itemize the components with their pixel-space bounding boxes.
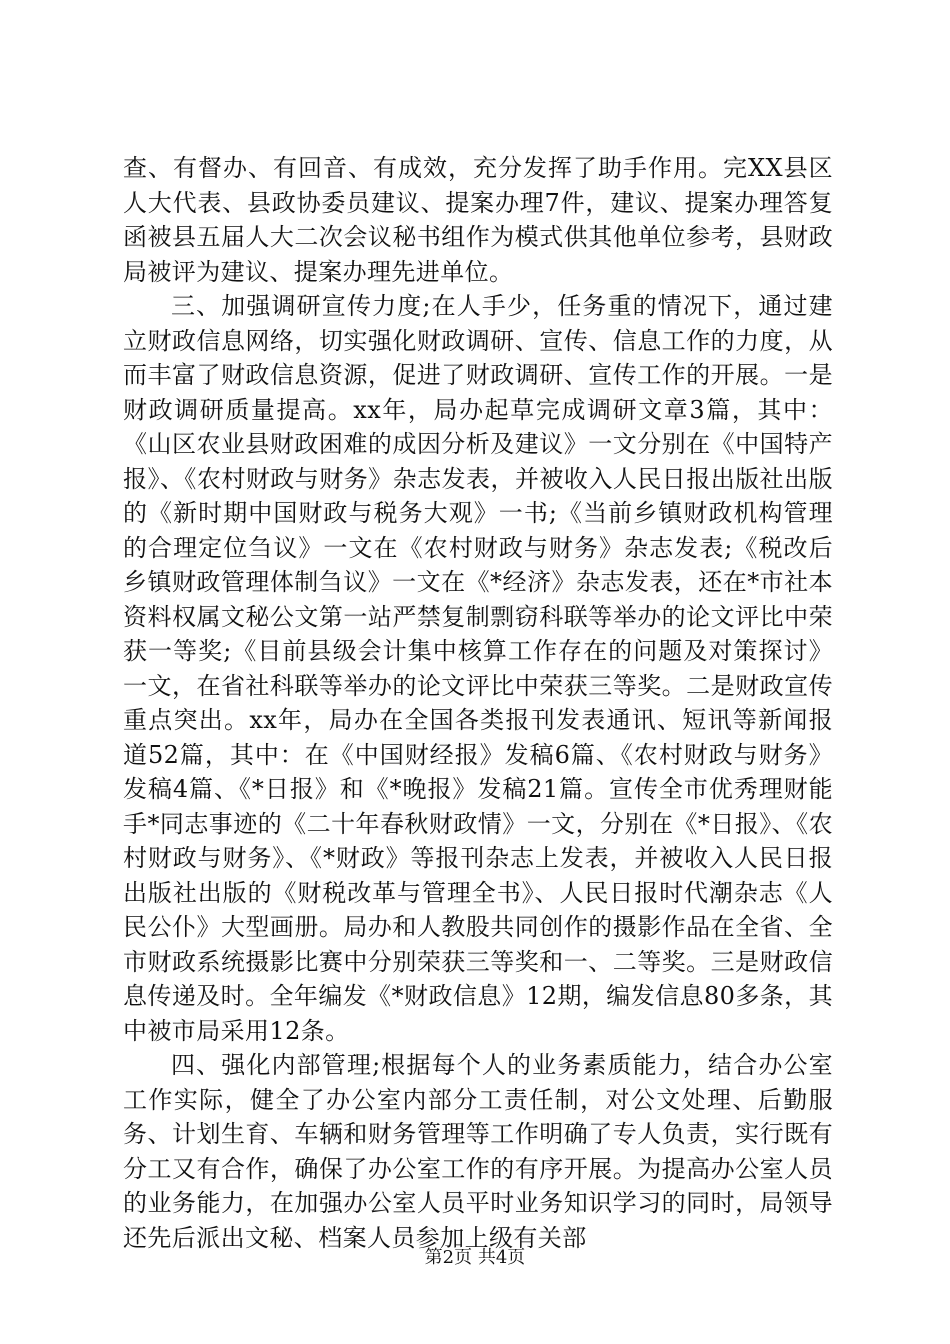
paragraph-research-publicity: 三、加强调研宣传力度;在人手少，任务重的情况下，通过建立财政信息网络，切实强化财政调研、宣传、信息工作的力度，从而丰富了财政信息资源，促进了财政调研、宣传工作的开展。一是财政调研质量提高。xx年，局办起草完成调研文章3篇，其中：《山区农业县财政困难的成因分析及建议》一文分别在《中国特产报》、《农村财政与财务》杂志发表，并被收入人民日报出版社出版的《新时期中国财政与税务大观》一书;《当前乡镇财政机构管理的合理定位刍议》一文在《农村财政与财务》杂志发表;《税改后乡镇财政管理体制刍议》一文在《*经济》杂志发表，还在*市社本资料权属文秘公文第一站严禁复制剽窃科联等举办的论文评比中荣获一等奖;《目前县级会计集中核算工作存在的问题及对策探讨》一文，在省社科联等举办的论文评比中荣获三等奖。二是财政宣传重点突出。xx年，局办在全国各类报刊发表通讯、短讯等新闻报道52篇，其中：在《中国财经报》发稿6篇、《农村财政与财务》发稿4篇、《*日报》和《*晚报》发稿21篇。宣传全市优秀理财能手*同志事迹的《二十年春秋财政情》一文，分别在《*日报》、《农村财政与财务》、《*财政》等报刊杂志上发表，并被收入人民日报出版社出版的《财税改革与管理全书》、人民日报时代潮杂志《人民公仆》大型画册。局办和人教股共同创作的摄影作品在全省、全市财政系统摄影比赛中分别荣获三等奖和一、二等奖。三是财政信息传递及时。全年编发《*财政信息》12期，编发信息80多条，其中被市局采用12条。 [123,292,833,1045]
paragraph-internal-management: 四、强化内部管理;根据每个人的业务素质能力，结合办公室工作实际，健全了办公室内部分工责任制，对公文处理、后勤服务、计划生育、车辆和财务管理等工作明确了专人负责，实行既有分工又有合作，确保了办公室工作的有序开展。为提高办公室人员的业务能力，在加强办公室人员平时业务知识学习的同时，局领导还先后派出文秘、档案人员参加上级有关部 [123,1051,833,1252]
page-number-footer: 第2页 共4页 [424,1247,526,1268]
document-body [123,151,833,1255]
paragraph-continuation: 查、有督办、有回音、有成效，充分发挥了助手作用。完XX县区人大代表、县政协委员建议、提案办理7件，建议、提案办理答复函被县五届人大二次会议秘书组作为模式供其他单位参考，县财政局被评为建议、提案办理先进单位。 [123,154,833,286]
